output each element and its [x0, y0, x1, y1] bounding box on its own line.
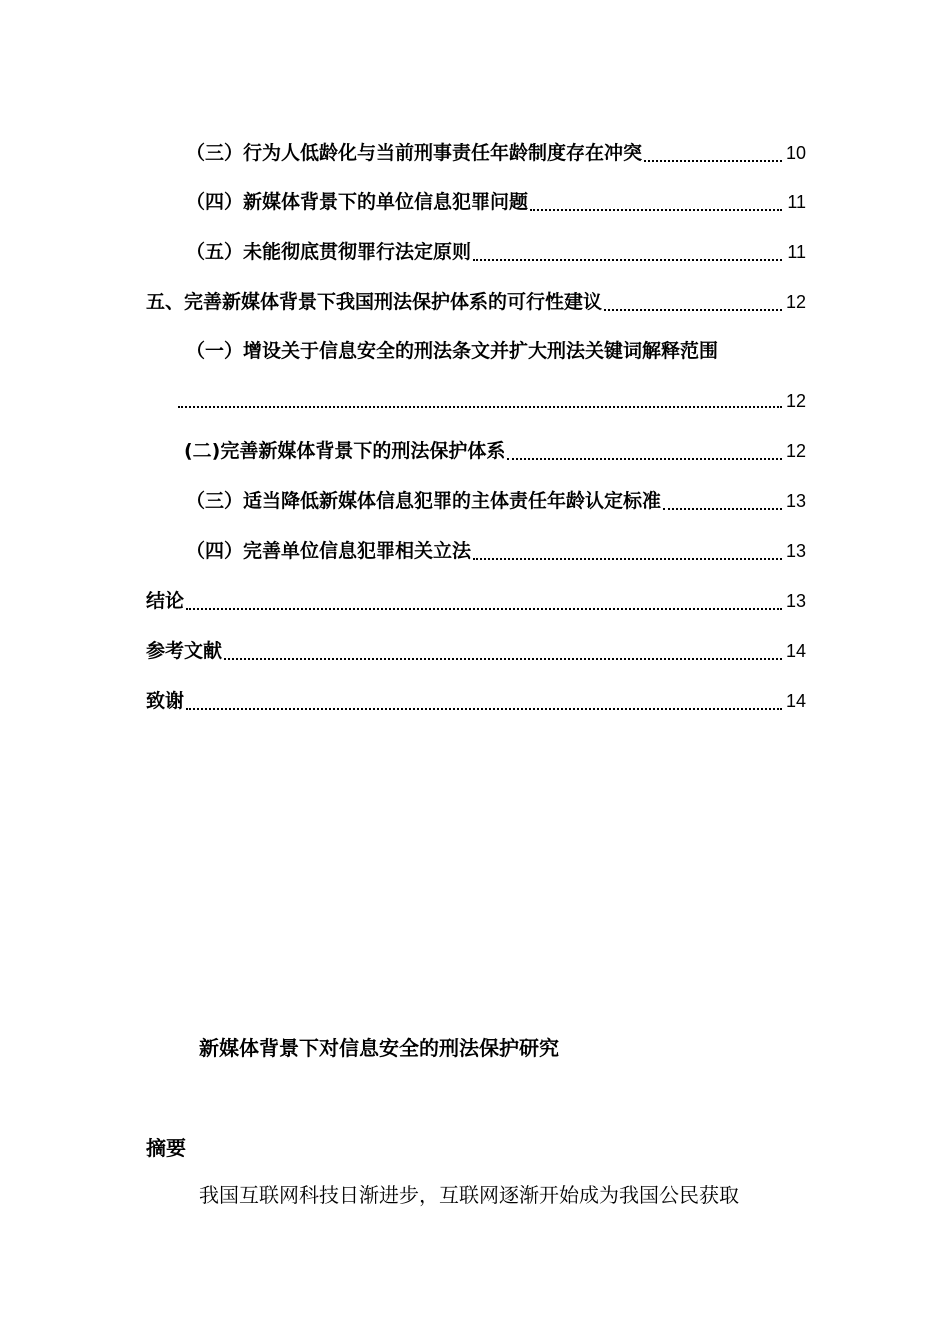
toc-entry[interactable]: [146, 684, 806, 714]
toc-entry-continuation[interactable]: [178, 386, 806, 412]
toc-leader-dots: [473, 538, 782, 560]
toc-entry[interactable]: [184, 434, 806, 464]
toc-entry[interactable]: [186, 534, 806, 564]
toc-entry[interactable]: [146, 285, 806, 315]
toc-leader-dots: [604, 289, 782, 311]
abstract-heading: 摘要: [146, 1136, 186, 1160]
toc-page-number: 13: [785, 541, 806, 561]
toc-leader-dots: [224, 638, 782, 660]
toc-page-number: 12: [785, 391, 806, 411]
toc-page-number: 14: [785, 641, 806, 661]
toc-leader-dots: [507, 438, 782, 460]
toc-entry-label: 参考文献: [146, 640, 223, 662]
toc-entry-label: （三）适当降低新媒体信息犯罪的主体责任年龄认定标准: [186, 490, 662, 512]
toc-entry[interactable]: [146, 584, 806, 614]
toc-leader-dots: [186, 588, 782, 610]
toc-entry-label: 结论: [146, 590, 185, 612]
toc-leader-dots: [663, 488, 782, 510]
toc-leader-dots: [178, 386, 782, 408]
toc-entry-label: 致谢: [146, 690, 185, 712]
toc-entry-label-wrapped[interactable]: （一）增设关于信息安全的刑法条文并扩大刑法关键词解释范围: [186, 340, 719, 362]
toc-page-number: 12: [785, 292, 806, 312]
toc-page-number: 13: [785, 491, 806, 511]
toc-entry-label: （三）行为人低龄化与当前刑事责任年龄制度存在冲突: [186, 142, 643, 164]
document-title: 新媒体背景下对信息安全的刑法保护研究: [199, 1036, 559, 1060]
toc-page-number: 12: [785, 441, 806, 461]
toc-entry-label: （四）新媒体背景下的单位信息犯罪问题: [186, 191, 529, 213]
toc-entry[interactable]: [146, 634, 806, 664]
toc-page-number: 11: [787, 192, 806, 212]
toc-leader-dots: [644, 140, 782, 162]
toc-leader-dots: [186, 688, 782, 710]
toc-leader-dots: [473, 239, 782, 261]
toc-entry[interactable]: [186, 484, 806, 514]
toc-entry[interactable]: [186, 235, 806, 265]
toc-entry-label: (二)完善新媒体背景下的刑法保护体系: [184, 440, 506, 462]
toc-entry-label: （五）未能彻底贯彻罪行法定原则: [186, 241, 472, 263]
toc-entry[interactable]: [186, 185, 806, 215]
toc-entry[interactable]: [186, 136, 806, 166]
toc-page-number: 10: [785, 143, 806, 163]
toc-entry-label: 五、完善新媒体背景下我国刑法保护体系的可行性建议: [146, 291, 603, 313]
toc-entry-label: （四）完善单位信息犯罪相关立法: [186, 540, 472, 562]
toc-page-number: 14: [785, 691, 806, 711]
toc-page-number: 13: [785, 591, 806, 611]
abstract-paragraph: 我国互联网科技日渐进步，互联网逐渐开始成为我国公民获取: [199, 1183, 739, 1207]
toc-page-number: 11: [787, 242, 806, 262]
toc-leader-dots: [530, 189, 782, 211]
